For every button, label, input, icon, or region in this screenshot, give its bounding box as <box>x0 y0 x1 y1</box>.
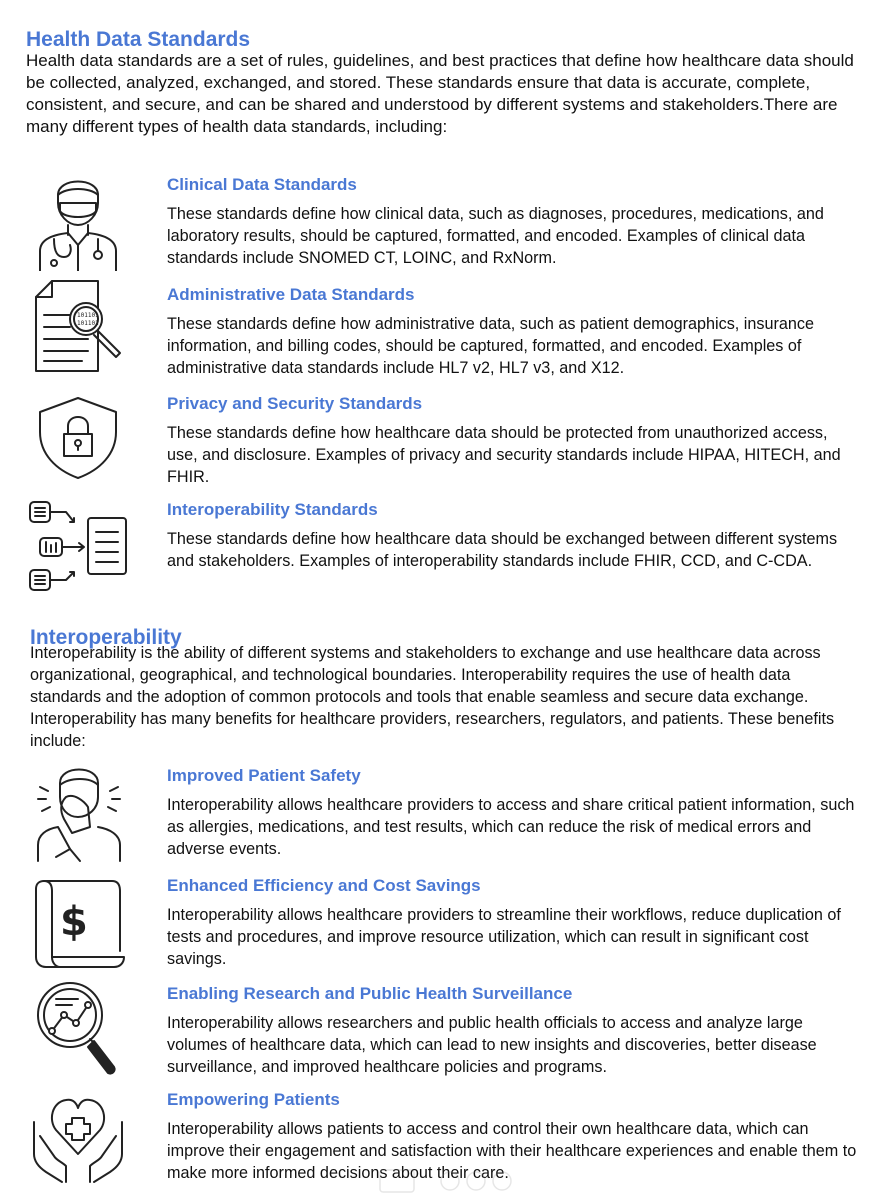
doctor-icon <box>26 165 130 271</box>
data-exchange-icon <box>26 492 130 600</box>
item-title: Improved Patient Safety <box>167 766 361 785</box>
item-text: Interoperability allows healthcare providers to streamline their workflows, reduce duplication of tests and procedures, and improve resource utilization, which can result in significant cost savings. <box>167 906 841 968</box>
watermark <box>300 1168 560 1194</box>
dollar-bill-icon <box>26 867 130 973</box>
research-magnifier-icon <box>26 975 130 1081</box>
item-text: Interoperability allows healthcare providers to access and share critical patient information, such as allergies, medications, and test results, which can reduce the risk of medical errors and adverse events. <box>167 796 855 858</box>
heart-hands-icon <box>26 1082 130 1188</box>
svg-text:101101: 101101 <box>77 312 99 319</box>
section-title: Interoperability <box>30 626 182 650</box>
item-title: Privacy and Security Standards <box>167 394 423 413</box>
svg-text:101101: 101101 <box>77 320 99 327</box>
item-title: Interoperability Standards <box>167 500 378 519</box>
interoperability-paragraph: Interoperability is the ability of different systems and stakeholders to exchange and use healthcare data across organizational, geographical, and technological boundaries. Interoperability requires the use of health data standards and the adoption of common protocols and tools that enable seamless and secure data exchange. Interoperability has many benefits for healthcare providers, researchers, regulators, and patients. These benefits include: <box>30 644 835 750</box>
item-text: Interoperability allows researchers and public health officials to access and analyze large volumes of healthcare data, which can lead to new insights and discoveries, better disease surveillance, and improved healthcare policies and programs. <box>167 1014 817 1076</box>
item-text: These standards define how healthcare data should be exchanged between different systems and stakeholders. Examples of interoperability standards include FHIR, CCD, and C-CDA. <box>167 530 838 570</box>
item-text: These standards define how healthcare data should be protected from unauthorized access, use, and disclosure. Examples of privacy and security standards include HIPAA, HITECH, and FHIR. <box>167 424 841 486</box>
item-title: Enhanced Efficiency and Cost Savings <box>167 876 481 895</box>
page-title: Health Data Standards <box>26 28 251 52</box>
document-magnifier-icon <box>26 275 130 375</box>
item-title: Enabling Research and Public Health Surveillance <box>167 984 573 1003</box>
svg-text:$: $ <box>60 899 88 945</box>
item-text: These standards define how administrative data, such as patient demographics, insurance information, and billing codes, should be captured, formatted, and encoded. Examples of administrative data standards include HL7 v2, HL7 v3, and X12. <box>167 315 814 377</box>
shield-lock-icon <box>26 384 130 484</box>
intro-paragraph: Health data standards are a set of rules, guidelines, and best practices that define how healthcare data should be collected, analyzed, exchanged, and stored. These standards ensure that data is accurate, complete, consistent, and secure, and can be shared and understood by different systems and stakeholders.There are many different types of health data standards, including: <box>26 51 854 136</box>
item-title: Empowering Patients <box>167 1090 340 1109</box>
item-title: Administrative Data Standards <box>167 285 415 304</box>
sick-patient-icon <box>26 757 130 863</box>
item-text: These standards define how clinical data, such as diagnoses, procedures, medications, and laboratory results, should be captured, formatted, and encoded. Examples of clinical data standards include SNOMED CT, LOINC, and RxNorm. <box>167 205 824 267</box>
item-text: Interoperability allows patients to access and control their own healthcare data, which can improve their engagement and satisfaction with their healthcare experiences and enable them to make more informed decisions about their care. <box>167 1120 857 1182</box>
item-title: Clinical Data Standards <box>167 175 357 194</box>
